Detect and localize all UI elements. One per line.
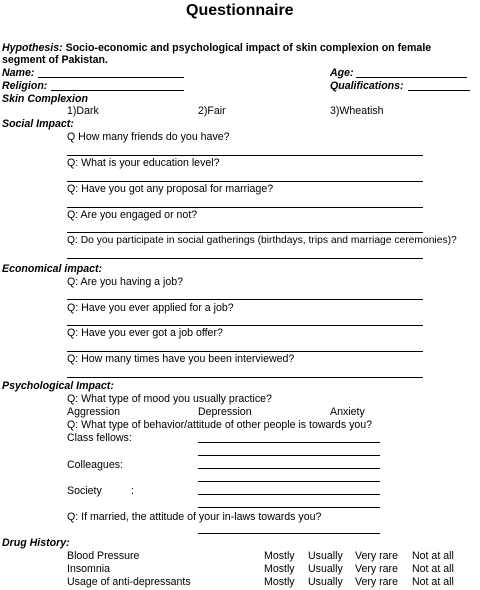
hypothesis-line-1 bbox=[2, 42, 431, 54]
bp-option-mostly[interactable]: Mostly bbox=[264, 550, 295, 562]
skin-option-dark[interactable]: 1)Dark bbox=[67, 105, 99, 117]
inlaws-answer-line[interactable] bbox=[198, 533, 380, 534]
social-question-1: Q How many friends do you have? bbox=[67, 131, 230, 143]
skin-option-wheatish[interactable]: 3)Wheatish bbox=[330, 105, 384, 117]
society-label: Society bbox=[67, 485, 102, 497]
drug-item-anti-depressants: Usage of anti-depressants bbox=[67, 576, 191, 588]
social-answer-line-5[interactable] bbox=[67, 258, 423, 259]
skin-complexion-heading: Skin Complexion bbox=[2, 93, 88, 105]
economic-answer-line-1[interactable] bbox=[67, 299, 423, 300]
insomnia-option-not-at-all[interactable]: Not at all bbox=[412, 563, 454, 575]
society-line-1[interactable] bbox=[198, 494, 380, 495]
social-answer-line-2[interactable] bbox=[67, 181, 423, 182]
bp-option-very-rare[interactable]: Very rare bbox=[355, 550, 398, 562]
class-fellows-line-1[interactable] bbox=[198, 442, 380, 443]
social-question-3: Q: Have you got any proposal for marriage? bbox=[67, 183, 274, 195]
name-label: Name: bbox=[2, 67, 35, 79]
class-fellows-label: Class fellows: bbox=[67, 432, 132, 444]
insomnia-option-very-rare[interactable]: Very rare bbox=[355, 563, 398, 575]
social-answer-line-1[interactable] bbox=[67, 155, 423, 156]
hypothesis-text-2: segment of Pakistan. bbox=[2, 54, 108, 66]
insomnia-option-usually[interactable]: Usually bbox=[308, 563, 343, 575]
psychological-impact-heading: Psychological Impact: bbox=[2, 380, 114, 392]
society-colon: : bbox=[131, 485, 134, 497]
social-question-5: Q: Do you participate in social gatherings (birthdays, trips and marriage ceremonies)? bbox=[67, 235, 457, 246]
drug-item-blood-pressure: Blood Pressure bbox=[67, 550, 140, 562]
antidep-option-usually[interactable]: Usually bbox=[308, 576, 343, 588]
economic-question-2: Q: Have you ever applied for a job? bbox=[67, 302, 234, 314]
economic-question-3: Q: Have you ever got a job offer? bbox=[67, 327, 223, 339]
colleagues-label: Colleagues: bbox=[67, 459, 123, 471]
insomnia-option-mostly[interactable]: Mostly bbox=[264, 563, 295, 575]
mood-option-depression[interactable]: Depression bbox=[198, 406, 252, 418]
antidep-option-not-at-all[interactable]: Not at all bbox=[412, 576, 454, 588]
economical-impact-heading: Economical impact: bbox=[2, 263, 103, 275]
religion-input-line[interactable] bbox=[51, 90, 184, 91]
page-title: Questionnaire bbox=[186, 2, 294, 19]
social-question-2: Q: What is your education level? bbox=[67, 157, 220, 169]
age-input-line[interactable] bbox=[356, 77, 467, 78]
bp-option-usually[interactable]: Usually bbox=[308, 550, 343, 562]
mood-question: Q: What type of mood you usually practice? bbox=[67, 393, 272, 405]
social-answer-line-4[interactable] bbox=[67, 232, 423, 233]
qualifications-label: Qualifications: bbox=[330, 80, 404, 92]
economic-answer-line-2[interactable] bbox=[67, 325, 423, 326]
economic-answer-line-4[interactable] bbox=[67, 377, 423, 378]
colleagues-line-2[interactable] bbox=[198, 481, 380, 482]
social-impact-heading: Social Impact: bbox=[2, 118, 74, 130]
bp-option-not-at-all[interactable]: Not at all bbox=[412, 550, 454, 562]
drug-item-insomnia: Insomnia bbox=[67, 563, 110, 575]
inlaws-question: Q: If married, the attitude of your in-laws towards you? bbox=[67, 511, 322, 523]
drug-history-heading: Drug History: bbox=[2, 537, 70, 549]
behavior-question: Q: What type of behavior/attitude of other people is towards you? bbox=[67, 419, 373, 431]
hypothesis-text-1: Socio-economic and psychological impact of skin complexion on female bbox=[65, 42, 432, 54]
economic-answer-line-3[interactable] bbox=[67, 351, 423, 352]
class-fellows-line-2[interactable] bbox=[198, 455, 380, 456]
antidep-option-very-rare[interactable]: Very rare bbox=[355, 576, 398, 588]
colleagues-line-1[interactable] bbox=[198, 468, 380, 469]
social-question-4: Q: Are you engaged or not? bbox=[67, 209, 198, 221]
social-answer-line-3[interactable] bbox=[67, 207, 423, 208]
society-line-2[interactable] bbox=[198, 507, 380, 508]
age-label: Age: bbox=[330, 67, 354, 79]
qualifications-input-line[interactable] bbox=[408, 90, 470, 91]
hypothesis-label: Hypothesis: bbox=[2, 42, 63, 54]
antidep-option-mostly[interactable]: Mostly bbox=[264, 576, 295, 588]
economic-question-1: Q: Are you having a job? bbox=[67, 276, 184, 288]
economic-question-4: Q: How many times have you been interviewed? bbox=[67, 353, 295, 365]
mood-option-anxiety[interactable]: Anxiety bbox=[330, 406, 365, 418]
religion-label: Religion: bbox=[2, 80, 48, 92]
mood-option-aggression[interactable]: Aggression bbox=[67, 406, 120, 418]
skin-option-fair[interactable]: 2)Fair bbox=[198, 105, 226, 117]
name-input-line[interactable] bbox=[38, 77, 184, 78]
